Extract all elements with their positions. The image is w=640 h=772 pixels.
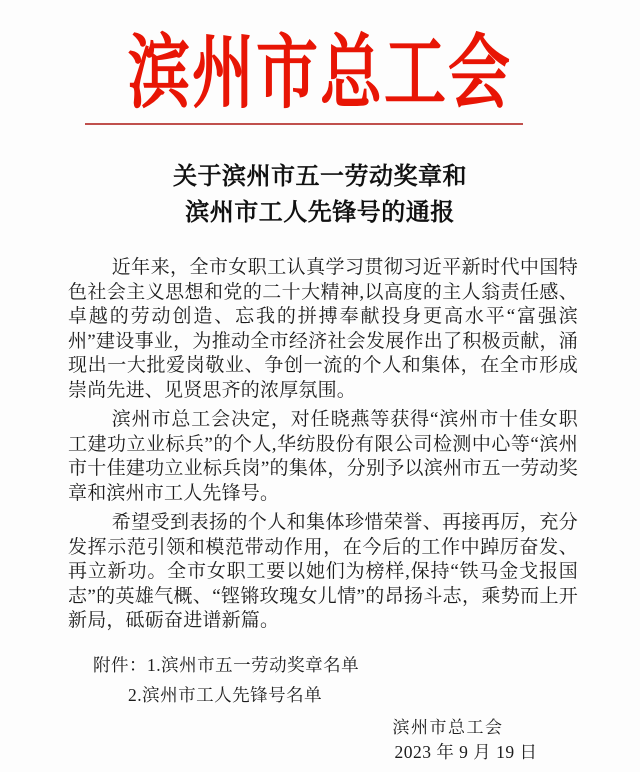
attachment-line — [128, 680, 359, 710]
attachment-label: 附件： — [93, 655, 147, 675]
paragraph-decision: 滨州市总工会决定，对任晓燕等获得“滨州市十佳女职工建功立业标兵”的个人,华纺股份有限公司检测中心等“滨州市十佳建功立业标兵岗”的集体，分别予以滨州市五一劳动奖章和滨州市工人先锋号。 — [68, 409, 578, 504]
attachment-section — [93, 650, 359, 710]
attachment-item-1: 1.滨州市五一劳动奖章名单 — [147, 655, 360, 675]
document-body — [68, 256, 578, 639]
red-divider — [85, 123, 523, 125]
attachment-item-2: 2.滨州市工人先锋号名单 — [128, 685, 323, 705]
document-title-line2: 滨州市工人先锋号的通报 — [185, 200, 455, 226]
signature-date: 2023 年 9 月 19 日 — [394, 742, 538, 762]
signature-org: 滨州市总工会 — [392, 718, 504, 737]
attachment-line — [93, 650, 359, 680]
paragraph-intro: 近年来，全市女职工认真学习贯彻习近平新时代中国特色社会主义思想和党的二十大精神,以高度的主人翁责任感、卓越的劳动创造、忘我的拼搏奉献投身更高水平“富强滨州”建设事业，为推动全市经济社会发展作出了积极贡献，涌现出一大批爱岗敬业、争创一流的个人和集体，在全市形成崇尚先进、见贤思齐的浓厚氛围。 — [68, 257, 578, 401]
header-org-name: 滨州市总工会 — [127, 30, 512, 119]
paragraph-hope: 希望受到表扬的个人和集体珍惜荣誉、再接再厉，充分发挥示范引领和模范带动作用，在今后的工作中踔厉奋发、再立新功。全市女职工要以她们为榜样,保持“铁马金戈报国志”的英雄气概、“铿锵玫瑰女儿情”的昂扬斗志，乘势而上开新局，砥砺奋进谱新篇。 — [68, 512, 578, 631]
document-title — [0, 159, 640, 231]
document-title-line1: 关于滨州市五一劳动奖章和 — [173, 164, 467, 190]
